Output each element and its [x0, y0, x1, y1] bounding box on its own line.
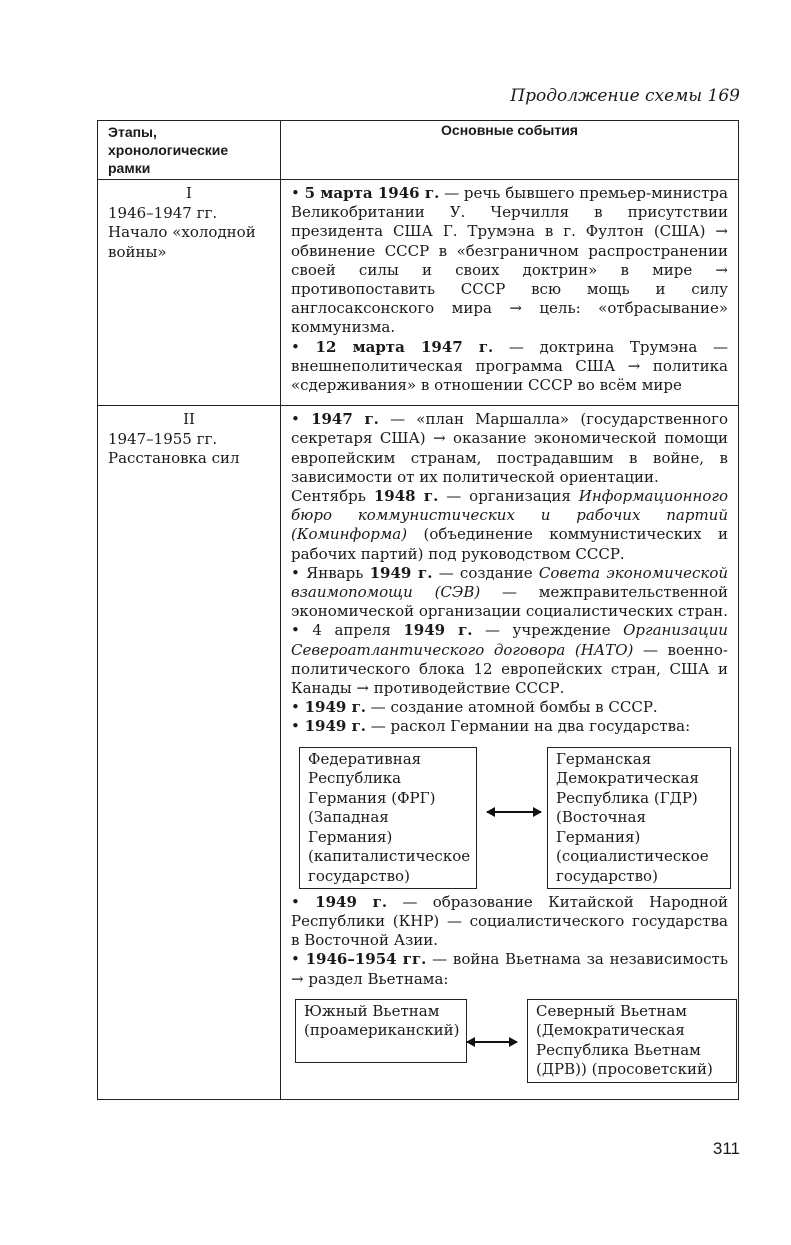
frg-box: Федеративная Республика Германия (ФРГ) (Западная Германия) (капиталистическое государство) — [299, 747, 477, 890]
events-cell — [281, 406, 739, 1099]
event-item: • 12 марта 1947 г. — доктрина Трумэна — внешнеполитическая программа США → политика «сдерживания» в отношении СССР во всём мире — [291, 337, 728, 395]
events-table — [97, 120, 739, 1100]
table-row — [98, 406, 739, 1099]
event-item: Сентябрь 1948 г. — организация Информационного бюро коммунистических и рабочих партий (Коминформа) (объединение коммунистических и рабочих партий) под руководством СССР. — [291, 487, 729, 563]
stage-cell — [98, 406, 281, 1099]
north-vietnam-box: Северный Вьетнам (Демократическая Республика Вьетнам (ДРВ)) (просоветский) — [527, 999, 737, 1083]
event-item: • 1946–1954 гг. — война Вьетнама за независимость → раздел Вьетнама: — [291, 950, 728, 988]
stage-number: I — [186, 184, 192, 202]
stage-years: 1946–1947 гг. — [108, 203, 218, 222]
col2-header: Основные события — [281, 121, 739, 180]
table-row — [98, 180, 739, 406]
vietnam-split-diagram — [291, 999, 728, 1083]
stage-years: 1947–1955 гг. — [108, 429, 218, 448]
stage-name: Начало «холодной войны» — [108, 223, 256, 261]
events-cell — [281, 180, 739, 406]
gdr-box: Германская Демократическая Республика (ГДР) (Восточная Германия) (социалистическое государство) — [547, 747, 731, 890]
south-vietnam-box: Южный Вьетнам (проамериканский) — [295, 999, 467, 1063]
event-item: • 1949 г. — образование Китайской Народной Республики (КНР) — социалистического государства в Восточной Азии. — [291, 892, 729, 950]
germany-split-diagram — [291, 747, 728, 885]
event-item: • 1949 г. — создание атомной бомбы в СССР. — [291, 698, 658, 717]
col1-header: Этапы, хронологические рамки — [98, 121, 281, 180]
page-header: Продолжение схемы 169 — [510, 86, 740, 106]
table-header-row — [98, 121, 739, 180]
page-number: 311 — [712, 1139, 740, 1158]
event-item: • 4 апреля 1949 г. — учреждение Организации Североатлантического договора (НАТО) — военно-политического блока 12 европейских стран, США и Канады → противодействие СССР. — [291, 621, 728, 698]
event-item: • 1947 г. — «план Маршалла» (государственного секретаря США) → оказание экономической помощи европейским странам, пострадавшим в войне, в зависимости от их политической ориентации. — [291, 410, 729, 486]
stage-cell — [98, 180, 281, 406]
stage-number: II — [183, 410, 195, 429]
event-item: • Январь 1949 г. — создание Совета экономической взаимопомощи (СЭВ) — межправительственной экономической организации социалистических стран. — [291, 563, 729, 621]
event-item: • 5 марта 1946 г. — речь бывшего премьер-министра Великобритании У. Черчилля в присутствии президента США Г. Трумэна в г. Фултон (США) → обвинение СССР в «безграничном распространении своей силы и своих доктрин» в мире → противопоставить СССР всю мощь и силу англосаксонского мира → цель: «отбрасывание» коммунизма. — [291, 184, 728, 337]
double-arrow-icon — [487, 811, 541, 813]
stage-name: Расстановка сил — [108, 449, 240, 468]
double-arrow-icon — [467, 1041, 517, 1043]
event-item: • 1949 г. — раскол Германии на два государства: — [291, 717, 691, 736]
